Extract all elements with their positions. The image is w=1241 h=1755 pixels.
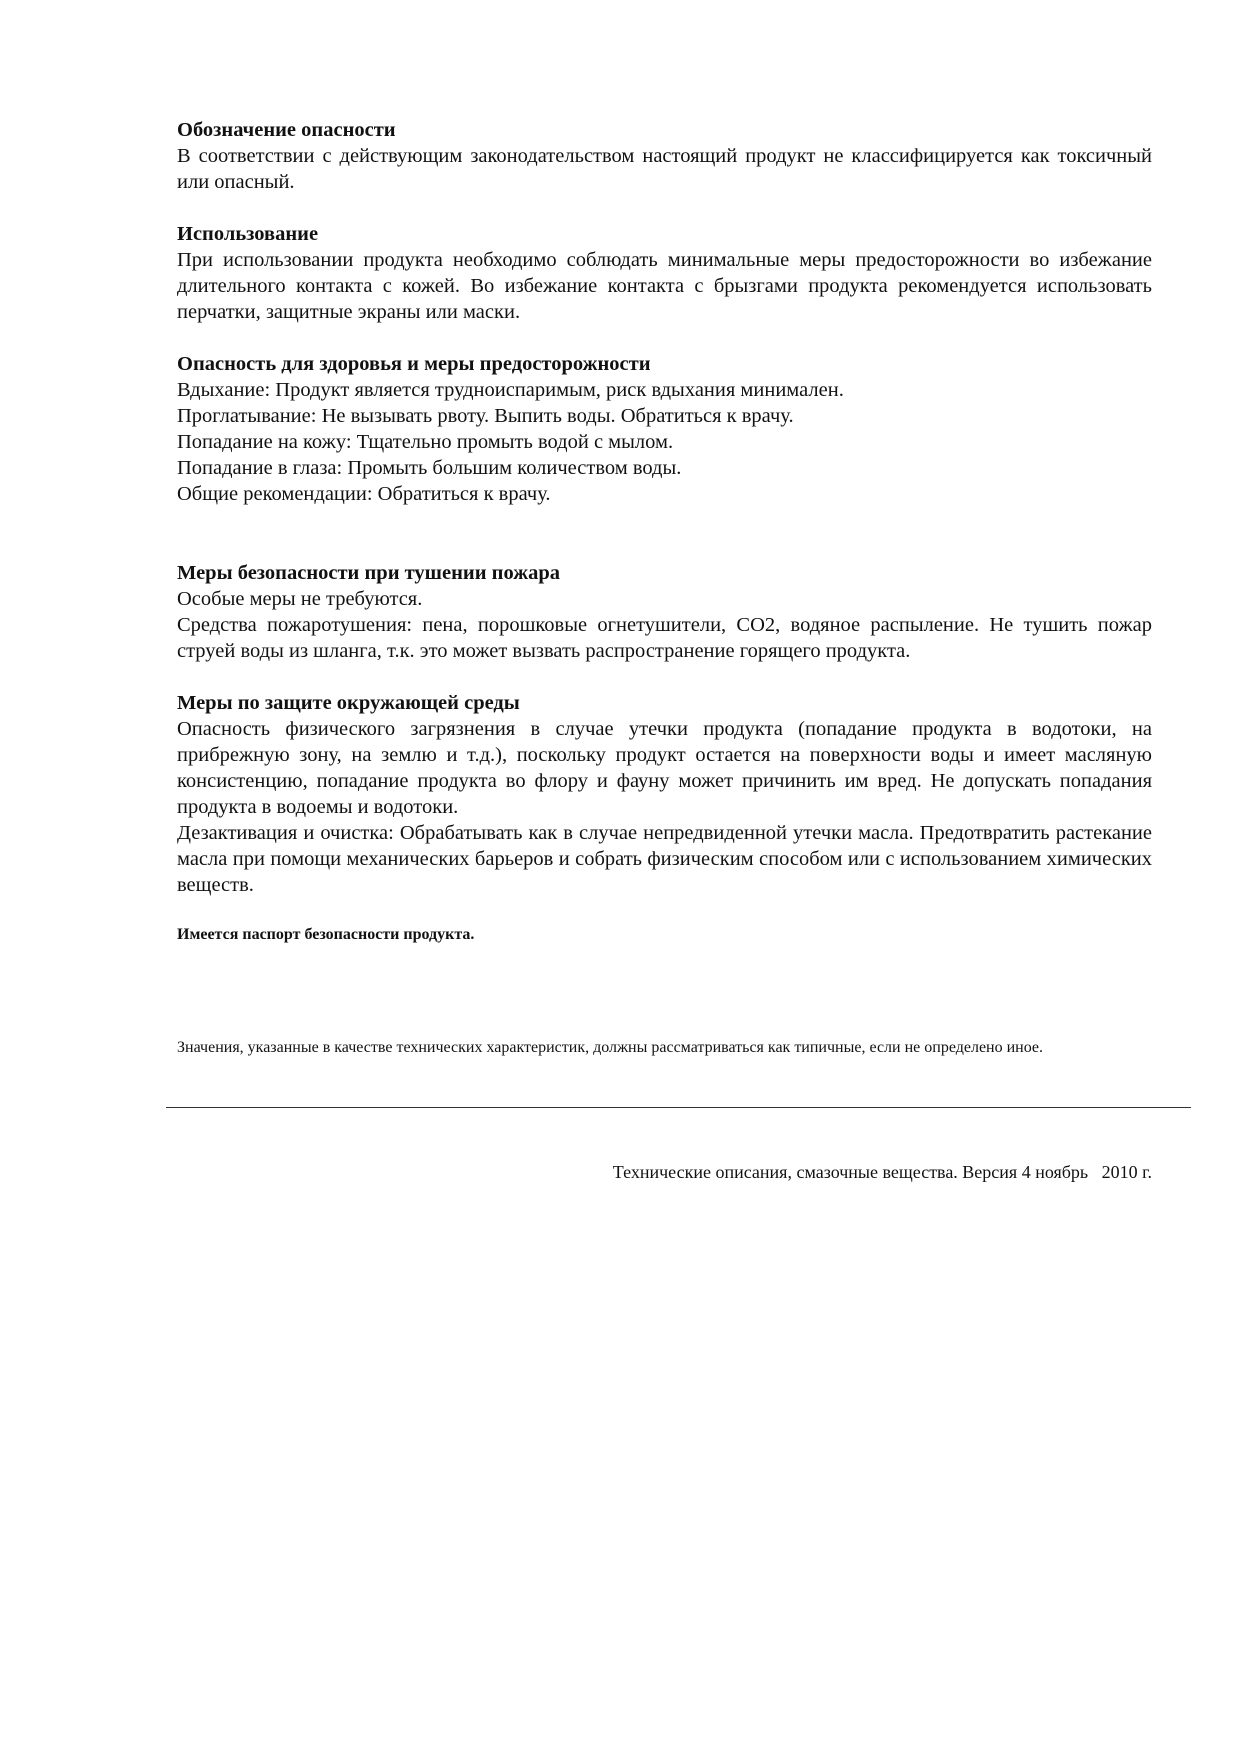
section-health-hazards [177, 351, 1152, 507]
document-body [177, 117, 1152, 946]
section-line: Вдыхание: Продукт является трудноиспаримым, риск вдыхания минимален. [177, 379, 844, 401]
section-title: Меры по защите окружающей среды [177, 692, 520, 714]
section-title: Обозначение опасности [177, 119, 396, 141]
section-line: Общие рекомендации: Обратиться к врачу. [177, 483, 551, 505]
section-environment [177, 690, 1152, 898]
section-paragraph: Средства пожаротушения: пена, порошковые огнетушители, CO2, водяное распыление. Не тушить пожар струей воды из шланга, т.к. это может вызвать распространение горящего продукта. [177, 614, 1152, 662]
section-line: Проглатывание: Не вызывать рвоту. Выпить воды. Обратиться к врачу. [177, 405, 794, 427]
section-line: Попадание на кожу: Тщательно промыть водой с мылом. [177, 431, 674, 453]
section-title: Меры безопасности при тушении пожара [177, 562, 560, 584]
section-title: Опасность для здоровья и меры предосторожности [177, 353, 651, 375]
page-footer: Технические описания, смазочные вещества. Версия 4 ноябрь 2010 г. [612, 1162, 1152, 1182]
section-paragraph: Особые меры не требуются. [177, 588, 423, 610]
section-usage [177, 221, 1152, 325]
section-hazard-designation [177, 117, 1152, 195]
section-paragraph: Опасность физического загрязнения в случае утечки продукта (попадание продукта в водотоки, на прибрежную зону, на землю и т.д.), поскольку продукт остается на поверхности воды и имеет масляную консистенцию, попадание продукта во флору и фауну может причинить им вред. Не допускать попадания продукта в водоемы и водотоки. [177, 718, 1152, 818]
section-paragraph: При использовании продукта необходимо соблюдать минимальные меры предосторожности во избежание длительного контакта с кожей. Во избежание контакта с брызгами продукта рекомендуется использовать перчатки, защитные экраны или маски. [177, 249, 1152, 323]
section-line: Попадание в глаза: Промыть большим количеством воды. [177, 457, 682, 479]
section-fire-safety [177, 560, 1152, 664]
safety-passport-notice: Имеется паспорт безопасности продукта. [177, 926, 475, 943]
section-paragraph: В соответствии с действующим законодательством настоящий продукт не классифицируется как токсичный или опасный. [177, 145, 1152, 193]
footer-divider [166, 1107, 1191, 1108]
section-title: Использование [177, 223, 319, 245]
section-paragraph: Дезактивация и очистка: Обрабатывать как в случае непредвиденной утечки масла. Предотвратить растекание масла при помощи механических барьеров и собрать физическим способом или с использованием химических веществ. [177, 822, 1152, 896]
disclaimer-note: Значения, указанные в качестве технических характеристик, должны рассматриваться как типичные, если не определено иное. [177, 1039, 1044, 1056]
